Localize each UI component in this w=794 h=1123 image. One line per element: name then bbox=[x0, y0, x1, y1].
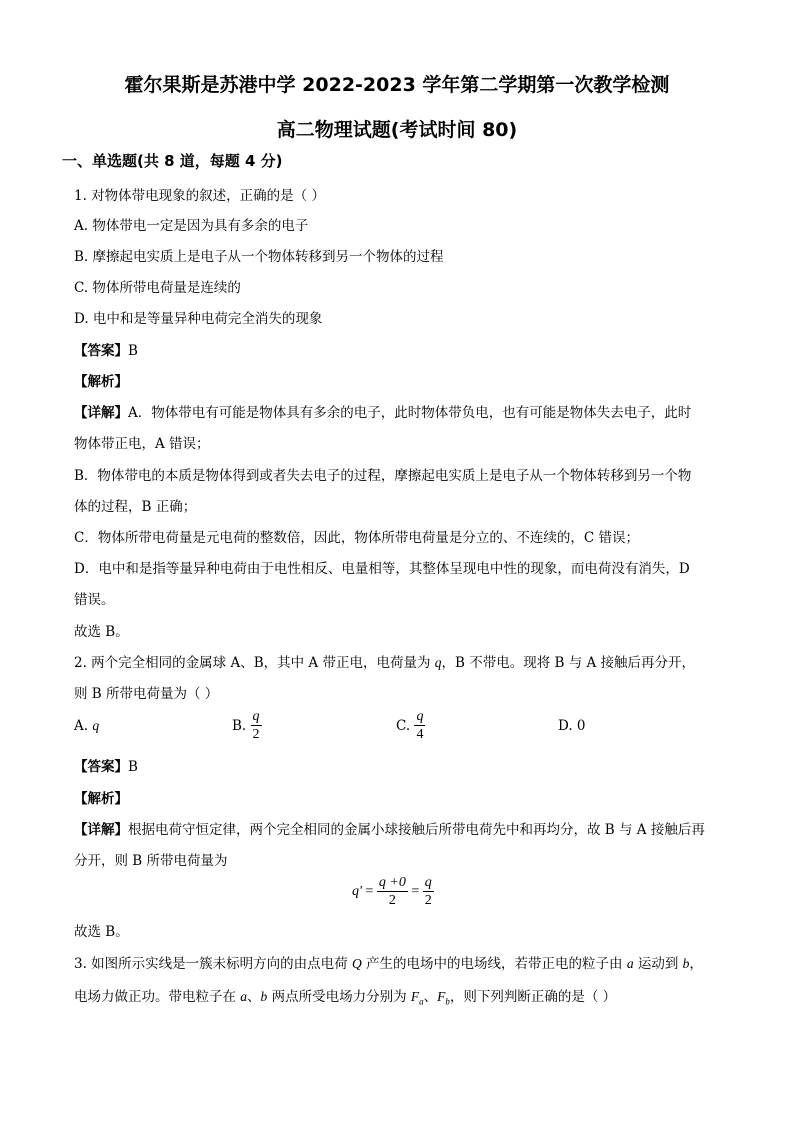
fraction: $\frac{q +0}{2}$ bbox=[378, 875, 406, 908]
section-heading: 一、单选题(共 8 道，每题 4 分) bbox=[62, 152, 283, 170]
q2-analysis-tag: 【解析】 bbox=[74, 791, 128, 807]
equation: q' = $\frac{q +0}{2}$ = $\frac{q}{2}$ bbox=[352, 875, 432, 908]
q1-detail-5: C．物体所带电荷量是元电荷的整数倍，因此，物体所带电荷量是分立的、不连续的，C 错误； bbox=[74, 530, 639, 546]
q2-answer bbox=[74, 755, 138, 775]
q1-option-d: D. 电中和是等量异种电荷完全消失的现象 bbox=[74, 311, 323, 327]
q2-option-c: C. $\frac{q}{4}$ bbox=[396, 709, 424, 742]
q1-detail-2: 物体带正电，A 错误； bbox=[74, 436, 210, 452]
q2-detail-1: 【详解】根据电荷守恒定律，两个完全相同的金属小球接触后所带电荷先中和再均分，故 B 与 A 接触后再 bbox=[74, 822, 705, 838]
q1-detail-4: 体的过程，B 正确； bbox=[74, 499, 197, 515]
q1-stem: 1. 对物体带电现象的叙述，正确的是（ ） bbox=[74, 188, 325, 204]
answer-value: B bbox=[128, 343, 138, 359]
charge-variable: q bbox=[434, 655, 442, 670]
q2-option-b: B. $\frac{q}{2}$ bbox=[232, 709, 260, 742]
q1-detail-1: 【详解】A．物体带电有可能是物体具有多余的电子，此时物体带负电，也有可能是物体失去电子，此时 bbox=[74, 405, 692, 421]
q2-stem-line2: 则 B 所带电荷量为（ ） bbox=[74, 686, 219, 702]
exam-title: 霍尔果斯是苏港中学 2022-2023 学年第二学期第一次教学检测 bbox=[124, 74, 670, 96]
exam-subtitle: 高二物理试题(考试时间 80) bbox=[276, 119, 518, 141]
q1-detail-6: D．电中和是指等量异种电荷由于电性相反、电量相等，其整体呈现电中性的现象，而电荷没有消失，D bbox=[74, 561, 690, 577]
q2-option-a: A. q bbox=[74, 718, 100, 734]
fraction: $\frac{q}{4}$ bbox=[416, 709, 424, 742]
q1-option-b: B. 摩擦起电实质上是电子从一个物体转移到另一个物体的过程 bbox=[74, 249, 444, 265]
q3-stem-line1: 3. 如图所示实线是一簇未标明方向的由点电荷 Q 产生的电场中的电场线，若带正电的粒子由 a 运动到 b， bbox=[74, 956, 703, 972]
q1-conclusion: 故选 B。 bbox=[74, 624, 129, 640]
q3-stem-line2: 电场力做正功。带电粒子在 a、b 两点所受电场力分别为 $F_a$、$F_b$，则下列判断正确的是（ ） bbox=[74, 989, 617, 1007]
q2-conclusion: 故选 B。 bbox=[74, 924, 129, 940]
answer-tag: 【答案】 bbox=[74, 759, 128, 775]
q1-option-a: A. 物体带电一定是因为具有多余的电子 bbox=[74, 218, 309, 234]
q1-detail-7: 错误。 bbox=[74, 592, 115, 608]
q1-analysis-tag: 【解析】 bbox=[74, 374, 128, 390]
q2-stem: 2. 两个完全相同的金属球 A、B，其中 A 带正电，电荷量为 q，B 不带电。现将 B 与 A 接触后再分开， bbox=[74, 655, 696, 671]
q1-answer bbox=[74, 339, 138, 359]
q1-option-c: C. 物体所带电荷量是连续的 bbox=[74, 280, 241, 296]
fraction: $\frac{q}{2}$ bbox=[252, 709, 260, 742]
answer-tag: 【答案】 bbox=[74, 343, 128, 359]
q2-detail-2: 分开，则 B 所带电荷量为 bbox=[74, 853, 228, 869]
fraction: $\frac{q}{2}$ bbox=[424, 875, 432, 908]
q2-option-d: D. 0 bbox=[558, 718, 586, 734]
q1-detail-3: B．物体带电的本质是物体得到或者失去电子的过程，摩擦起电实质上是电子从一个物体转移到另一个物 bbox=[74, 468, 692, 484]
answer-value: B bbox=[128, 759, 138, 775]
detail-tag: 【详解】 bbox=[74, 822, 128, 838]
detail-tag: 【详解】 bbox=[74, 405, 128, 421]
